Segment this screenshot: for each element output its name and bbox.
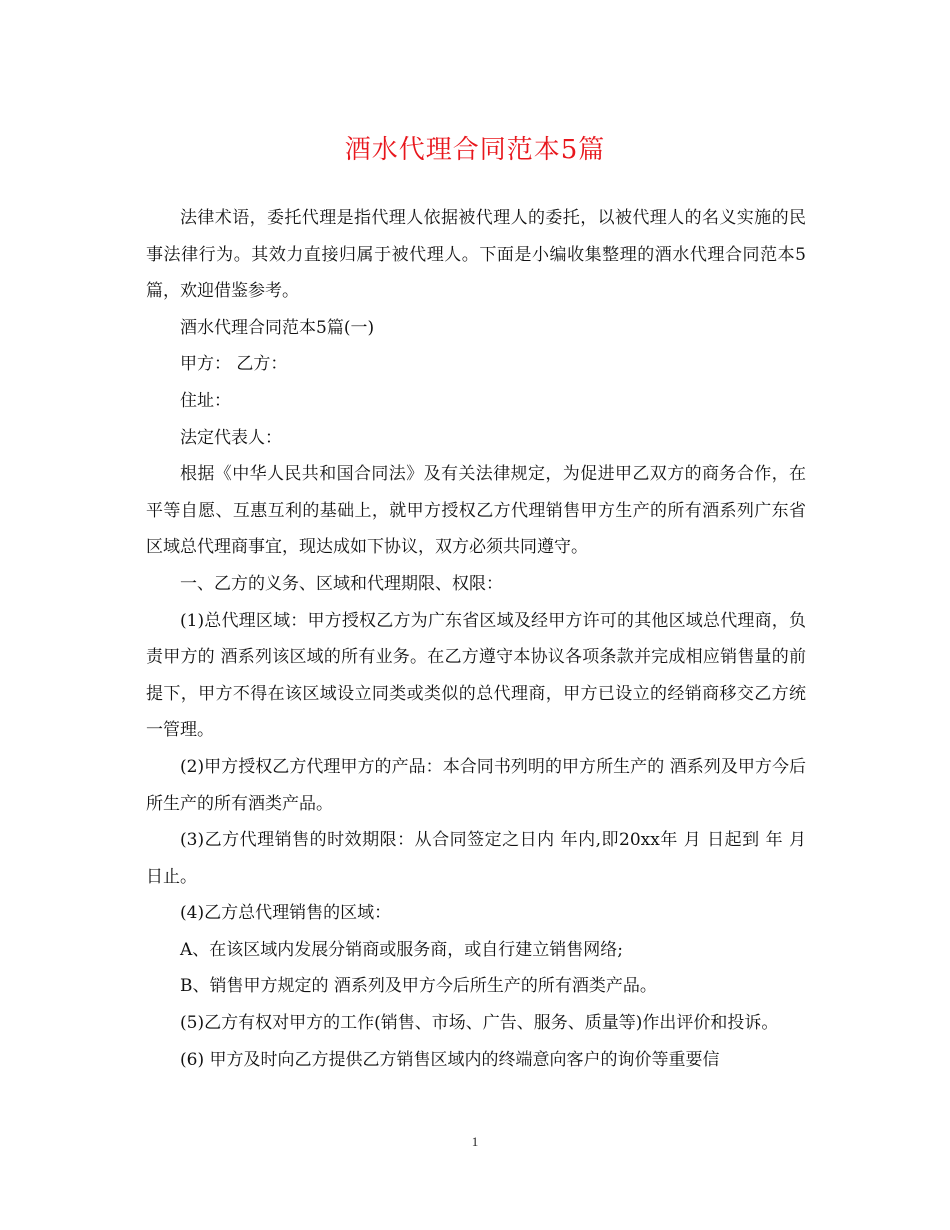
clause-4: (4)乙方总代理销售的区域： [180,903,392,924]
clause-1: (1)总代理区域：甲方授权乙方为广东省区域及经甲方许可的其他区域总代理商，负责甲方的 酒系列该区域的所有业务。在乙方遵守本协议各项条款并完成相应销售量的前提下，甲方不得在该区域设立同类或类似的总代理商，甲方已设立的经销商移交乙方统一管理。 [146,610,806,741]
document-title: 酒水代理合同范本5篇 [344,135,606,165]
section-heading: 一、乙方的义务、区域和代理期限、权限： [180,573,503,594]
address-line: 住址： [180,390,231,411]
clause-3: (3)乙方代理销售的时效期限：从合同签定之日内 年内,即20xx年 月 日起到 年 月 日止。 [146,830,806,887]
clause-5: (5)乙方有权对甲方的工作(销售、市场、广告、服务、质量等)作出评价和投诉。 [180,1013,779,1034]
preamble-paragraph: 根据《中华人民共和国合同法》及有关法律规定，为促进甲乙双方的商务合作，在平等自愿、互惠互利的基础上，就甲方授权乙方代理销售甲方生产的所有酒系列广东省区域总代理商事宜，现达成如下协议，双方必须共同遵守。 [146,464,806,558]
clause-6: (6) 甲方及时向乙方提供乙方销售区域内的终端意向客户的询价等重要信 [180,1049,720,1070]
parties-line: 甲方： 乙方： [180,354,288,375]
intro-paragraph: 法律术语，委托代理是指代理人依据被代理人的委托，以被代理人的名义实施的民事法律行为。其效力直接归属于被代理人。下面是小编收集整理的酒水代理合同范本5篇，欢迎借鉴参考。 [146,208,806,302]
document-body [146,200,806,1078]
clause-2: (2)甲方授权乙方代理甲方的产品：本合同书列明的甲方所生产的 酒系列及甲方今后所生产的所有酒类产品。 [146,756,806,814]
page-number: 1 [471,1134,479,1149]
clause-4-item-a: A、在该区域内发展分销商或服务商，或自行建立销售网络; [180,939,624,960]
clause-4-item-b: B、销售甲方规定的 酒系列及甲方今后所生产的所有酒类产品。 [180,976,657,997]
contract-heading: 酒水代理合同范本5篇(一) [180,317,375,338]
legal-representative-line: 法定代表人： [180,427,282,448]
